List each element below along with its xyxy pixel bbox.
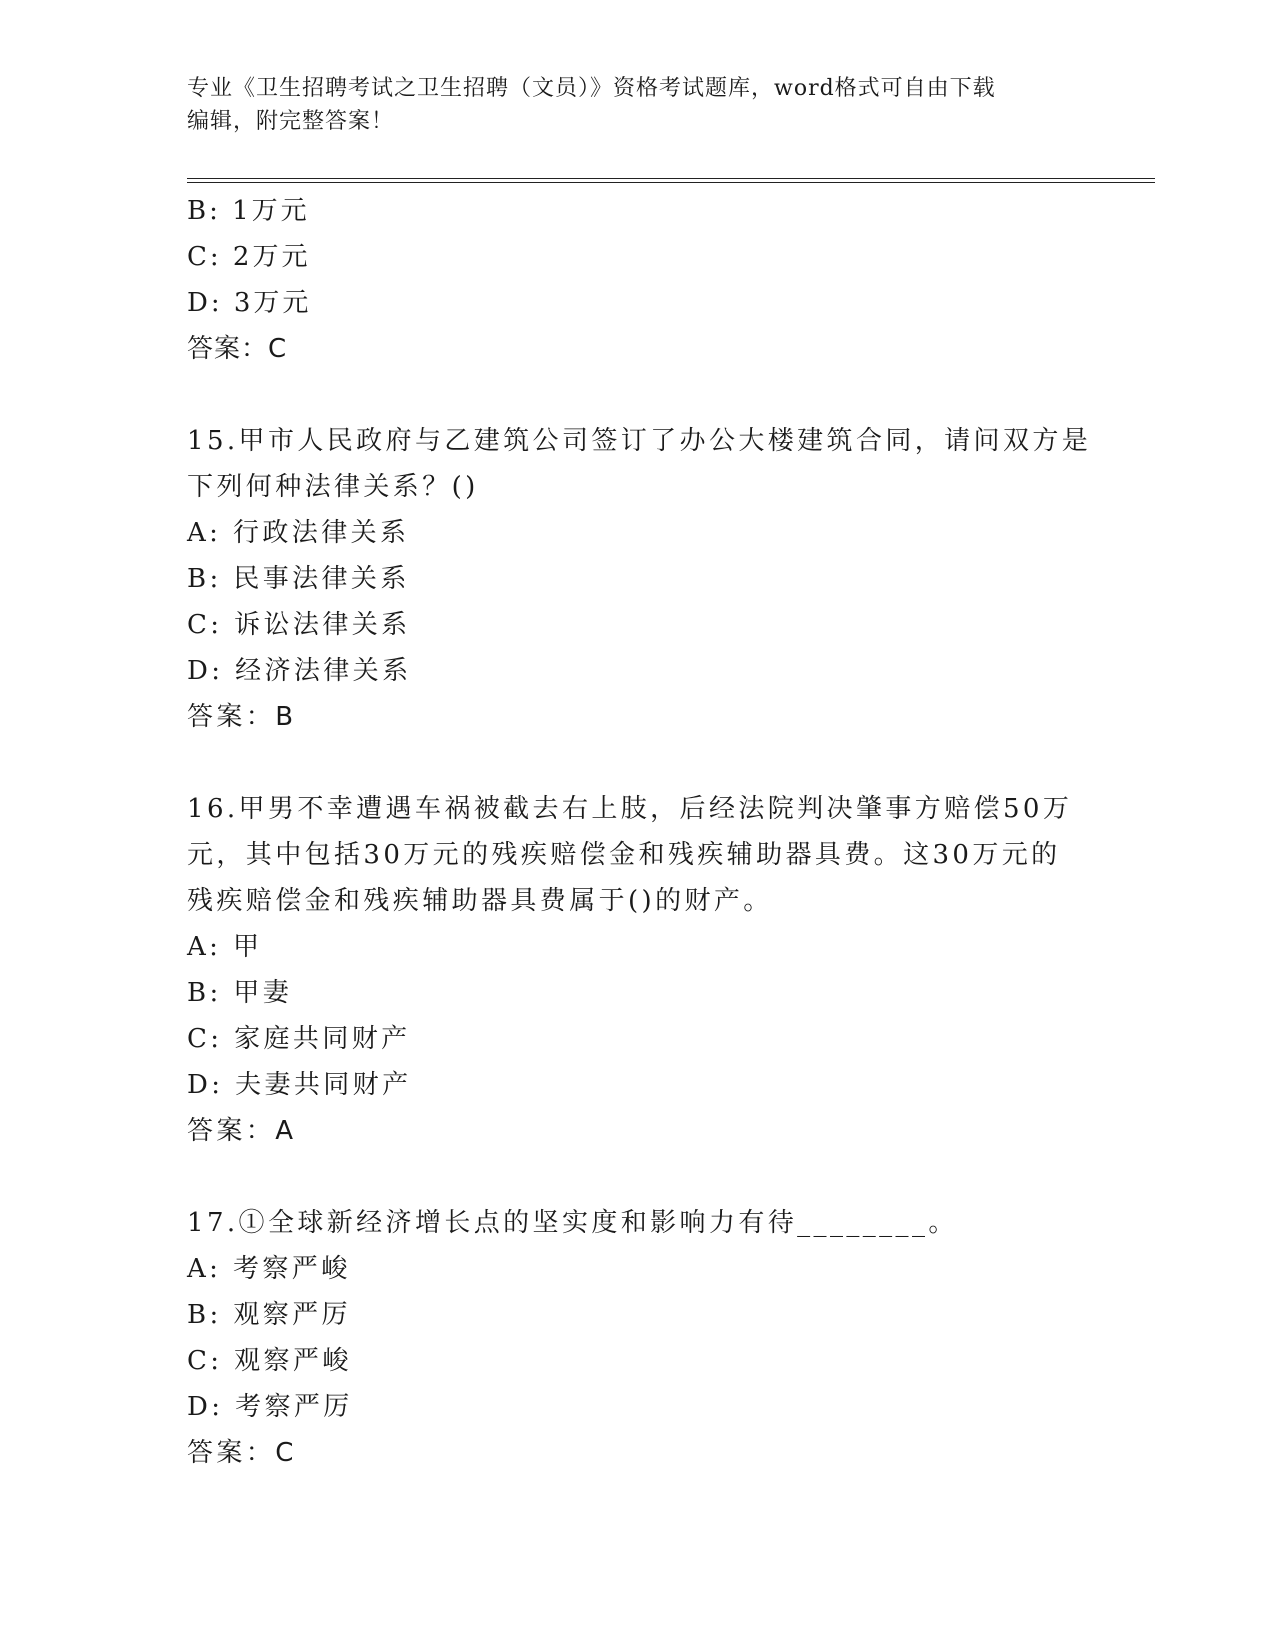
- header-divider-top: [187, 178, 1155, 179]
- option-a: A: 考察严峻: [187, 1254, 351, 1284]
- option-a: A: 甲: [187, 932, 263, 962]
- question-text-line: 元，其中包括30万元的残疾赔偿金和残疾辅助器具费。这30万元的: [187, 840, 1061, 870]
- header-divider-bottom: [187, 182, 1155, 183]
- answer-line: 答案：C: [187, 1438, 297, 1468]
- spacer: [187, 372, 1087, 418]
- option-b: B: 观察严厉: [187, 1300, 351, 1330]
- option-b: B: 民事法律关系: [187, 564, 410, 594]
- option-b: B: 1万元: [187, 196, 310, 226]
- option-d: D: 考察严厉: [187, 1392, 353, 1422]
- option-c: C: 2万元: [187, 242, 311, 272]
- option-c: C: 家庭共同财产: [187, 1024, 411, 1054]
- question-content: [187, 188, 1092, 1476]
- option-d: D: 夫妻共同财产: [187, 1070, 412, 1100]
- question-text-line: 17.①全球新经济增长点的坚实度和影响力有待________。: [187, 1208, 958, 1238]
- question-text-line: 16.甲男不幸遭遇车祸被截去右上肢，后经法院判决肇事方赔偿50万: [187, 794, 1073, 824]
- answer-line: 答案：B: [187, 702, 297, 732]
- document-header: [187, 72, 1087, 138]
- question-17: [187, 1200, 1087, 1476]
- option-c: C: 观察严峻: [187, 1346, 352, 1376]
- question-text-line: 残疾赔偿金和残疾辅助器具费属于()的财产。: [187, 886, 773, 916]
- question-text-line: 下列何种法律关系？(): [187, 472, 479, 502]
- spacer: [187, 1154, 1087, 1200]
- header-line-2: 编辑，附完整答案！: [187, 109, 395, 134]
- option-d: D: 经济法律关系: [187, 656, 412, 686]
- header-line-1: 专业《卫生招聘考试之卫生招聘（文员）》资格考试题库，word格式可自由下载: [187, 76, 996, 101]
- option-b: B: 甲妻: [187, 978, 293, 1008]
- answer-line: 答案：C: [187, 334, 288, 364]
- previous-question-tail: [187, 188, 1087, 372]
- question-16: [187, 786, 1087, 1154]
- answer-line: 答案：A: [187, 1116, 297, 1146]
- question-text-line: 15.甲市人民政府与乙建筑公司签订了办公大楼建筑合同，请问双方是: [187, 426, 1092, 456]
- spacer: [187, 740, 1087, 786]
- question-15: [187, 418, 1092, 740]
- option-c: C: 诉讼法律关系: [187, 610, 411, 640]
- option-d: D: 3万元: [187, 288, 312, 318]
- option-a: A: 行政法律关系: [187, 518, 410, 548]
